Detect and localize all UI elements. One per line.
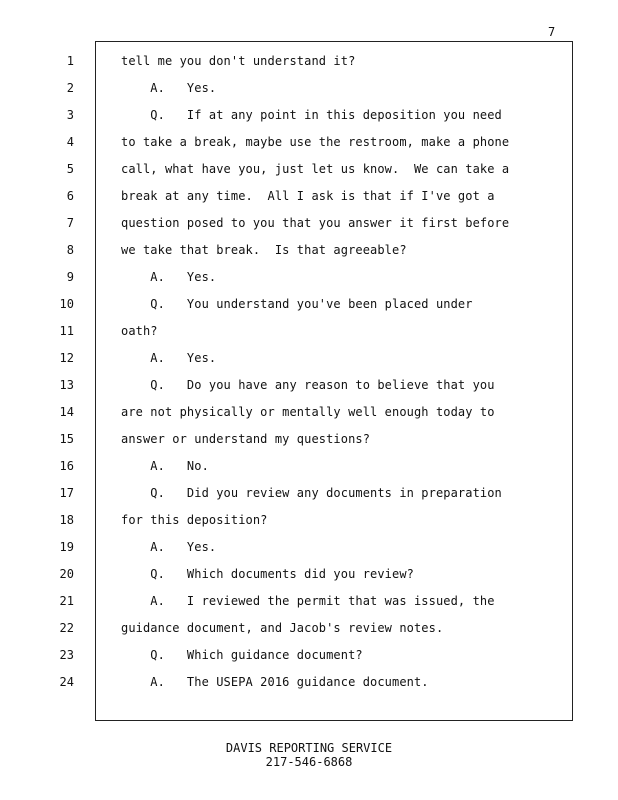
line-number: 16 [59,459,74,473]
line-text: we take that break. Is that agreeable? [121,243,407,257]
line-text: A. Yes. [121,351,217,365]
footer-company: DAVIS REPORTING SERVICE [225,741,393,755]
line-text: A. The USEPA 2016 guidance document. [121,675,429,689]
line-text: Q. Do you have any reason to believe that you [121,378,495,392]
line-text: Q. Which documents did you review? [121,567,414,581]
line-text: break at any time. All I ask is that if I've got a [121,189,495,203]
line-text: Q. If at any point in this deposition you need [121,108,502,122]
line-text: to take a break, maybe use the restroom, make a phone [121,135,510,149]
line-number: 3 [66,108,74,122]
line-text: Q. Did you review any documents in preparation [121,486,502,500]
line-number: 4 [66,135,74,149]
line-text: are not physically or mentally well enough today to [121,405,495,419]
line-number: 12 [59,351,74,365]
line-number: 9 [66,270,74,284]
line-text: A. Yes. [121,81,217,95]
line-number: 14 [59,405,74,419]
line-text: oath? [121,324,158,338]
line-number: 15 [59,432,74,446]
line-number: 23 [59,648,74,662]
line-number: 21 [59,594,74,608]
line-number: 13 [59,378,74,392]
line-text: Q. You understand you've been placed under [121,297,473,311]
footer-phone: 217-546-6868 [265,755,353,769]
line-text: for this deposition? [121,513,268,527]
line-text: answer or understand my questions? [121,432,371,446]
line-text: Q. Which guidance document? [121,648,363,662]
line-text: question posed to you that you answer it first before [121,216,510,230]
line-number: 24 [59,675,74,689]
line-number: 7 [66,216,74,230]
line-text: A. I reviewed the permit that was issued, the [121,594,495,608]
line-number: 18 [59,513,74,527]
page-number: 7 [548,25,556,39]
line-number: 1 [66,54,74,68]
line-number: 8 [66,243,74,257]
line-text: A. Yes. [121,270,217,284]
line-number: 22 [59,621,74,635]
line-number: 5 [66,162,74,176]
line-text: A. Yes. [121,540,217,554]
line-text: guidance document, and Jacob's review notes. [121,621,444,635]
footer [0,741,618,769]
line-number: 11 [59,324,74,338]
line-number: 10 [59,297,74,311]
line-number: 2 [66,81,74,95]
line-number: 6 [66,189,74,203]
line-text: tell me you don't understand it? [121,54,356,68]
line-number: 17 [59,486,74,500]
line-number: 19 [59,540,74,554]
line-text: A. No. [121,459,209,473]
line-number: 20 [59,567,74,581]
line-text: call, what have you, just let us know. We can take a [121,162,510,176]
